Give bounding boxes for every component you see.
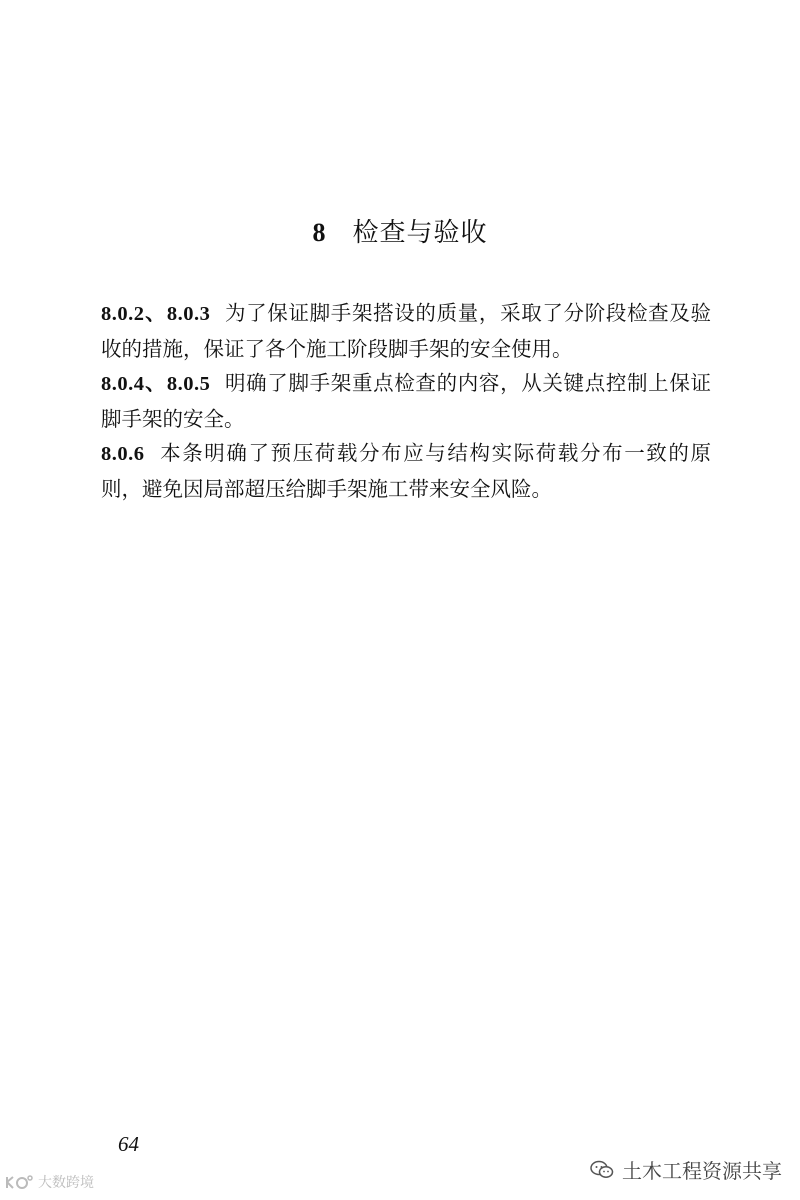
clause-number: 8.0.4、8.0.5 [101, 373, 211, 395]
chapter-title: 检查与验收 [352, 218, 488, 248]
chapter-heading [0, 212, 800, 249]
clause-item [101, 366, 711, 436]
watermark-right [590, 1155, 782, 1184]
clause-number: 8.0.2、8.0.3 [101, 303, 211, 325]
page-number: 64 [118, 1132, 139, 1156]
watermark-right-text: 土木工程资源共享 [622, 1159, 782, 1183]
clause-number: 8.0.6 [101, 443, 145, 465]
watermark-left-text: 大数跨境 [38, 1175, 94, 1191]
brand-logo-icon [4, 1173, 34, 1191]
clause-item [101, 436, 711, 506]
watermark-left [4, 1172, 94, 1192]
chapter-number: 8 [312, 218, 327, 247]
clause-text: 为了保证脚手架搭设的质量，采取了分阶段检查及验收的措施，保证了各个施工阶段脚手架的安全使用。 [101, 301, 712, 361]
wechat-icon [590, 1159, 614, 1181]
clause-text: 明确了脚手架重点检查的内容，从关键点控制上保证脚手架的安全。 [101, 371, 712, 431]
clause-text: 本条明确了预压荷载分布应与结构实际荷载分布一致的原则，避免因局部超压给脚手架施工带来安全风险。 [101, 441, 711, 501]
clause-list [101, 296, 711, 506]
clause-item [101, 296, 711, 366]
